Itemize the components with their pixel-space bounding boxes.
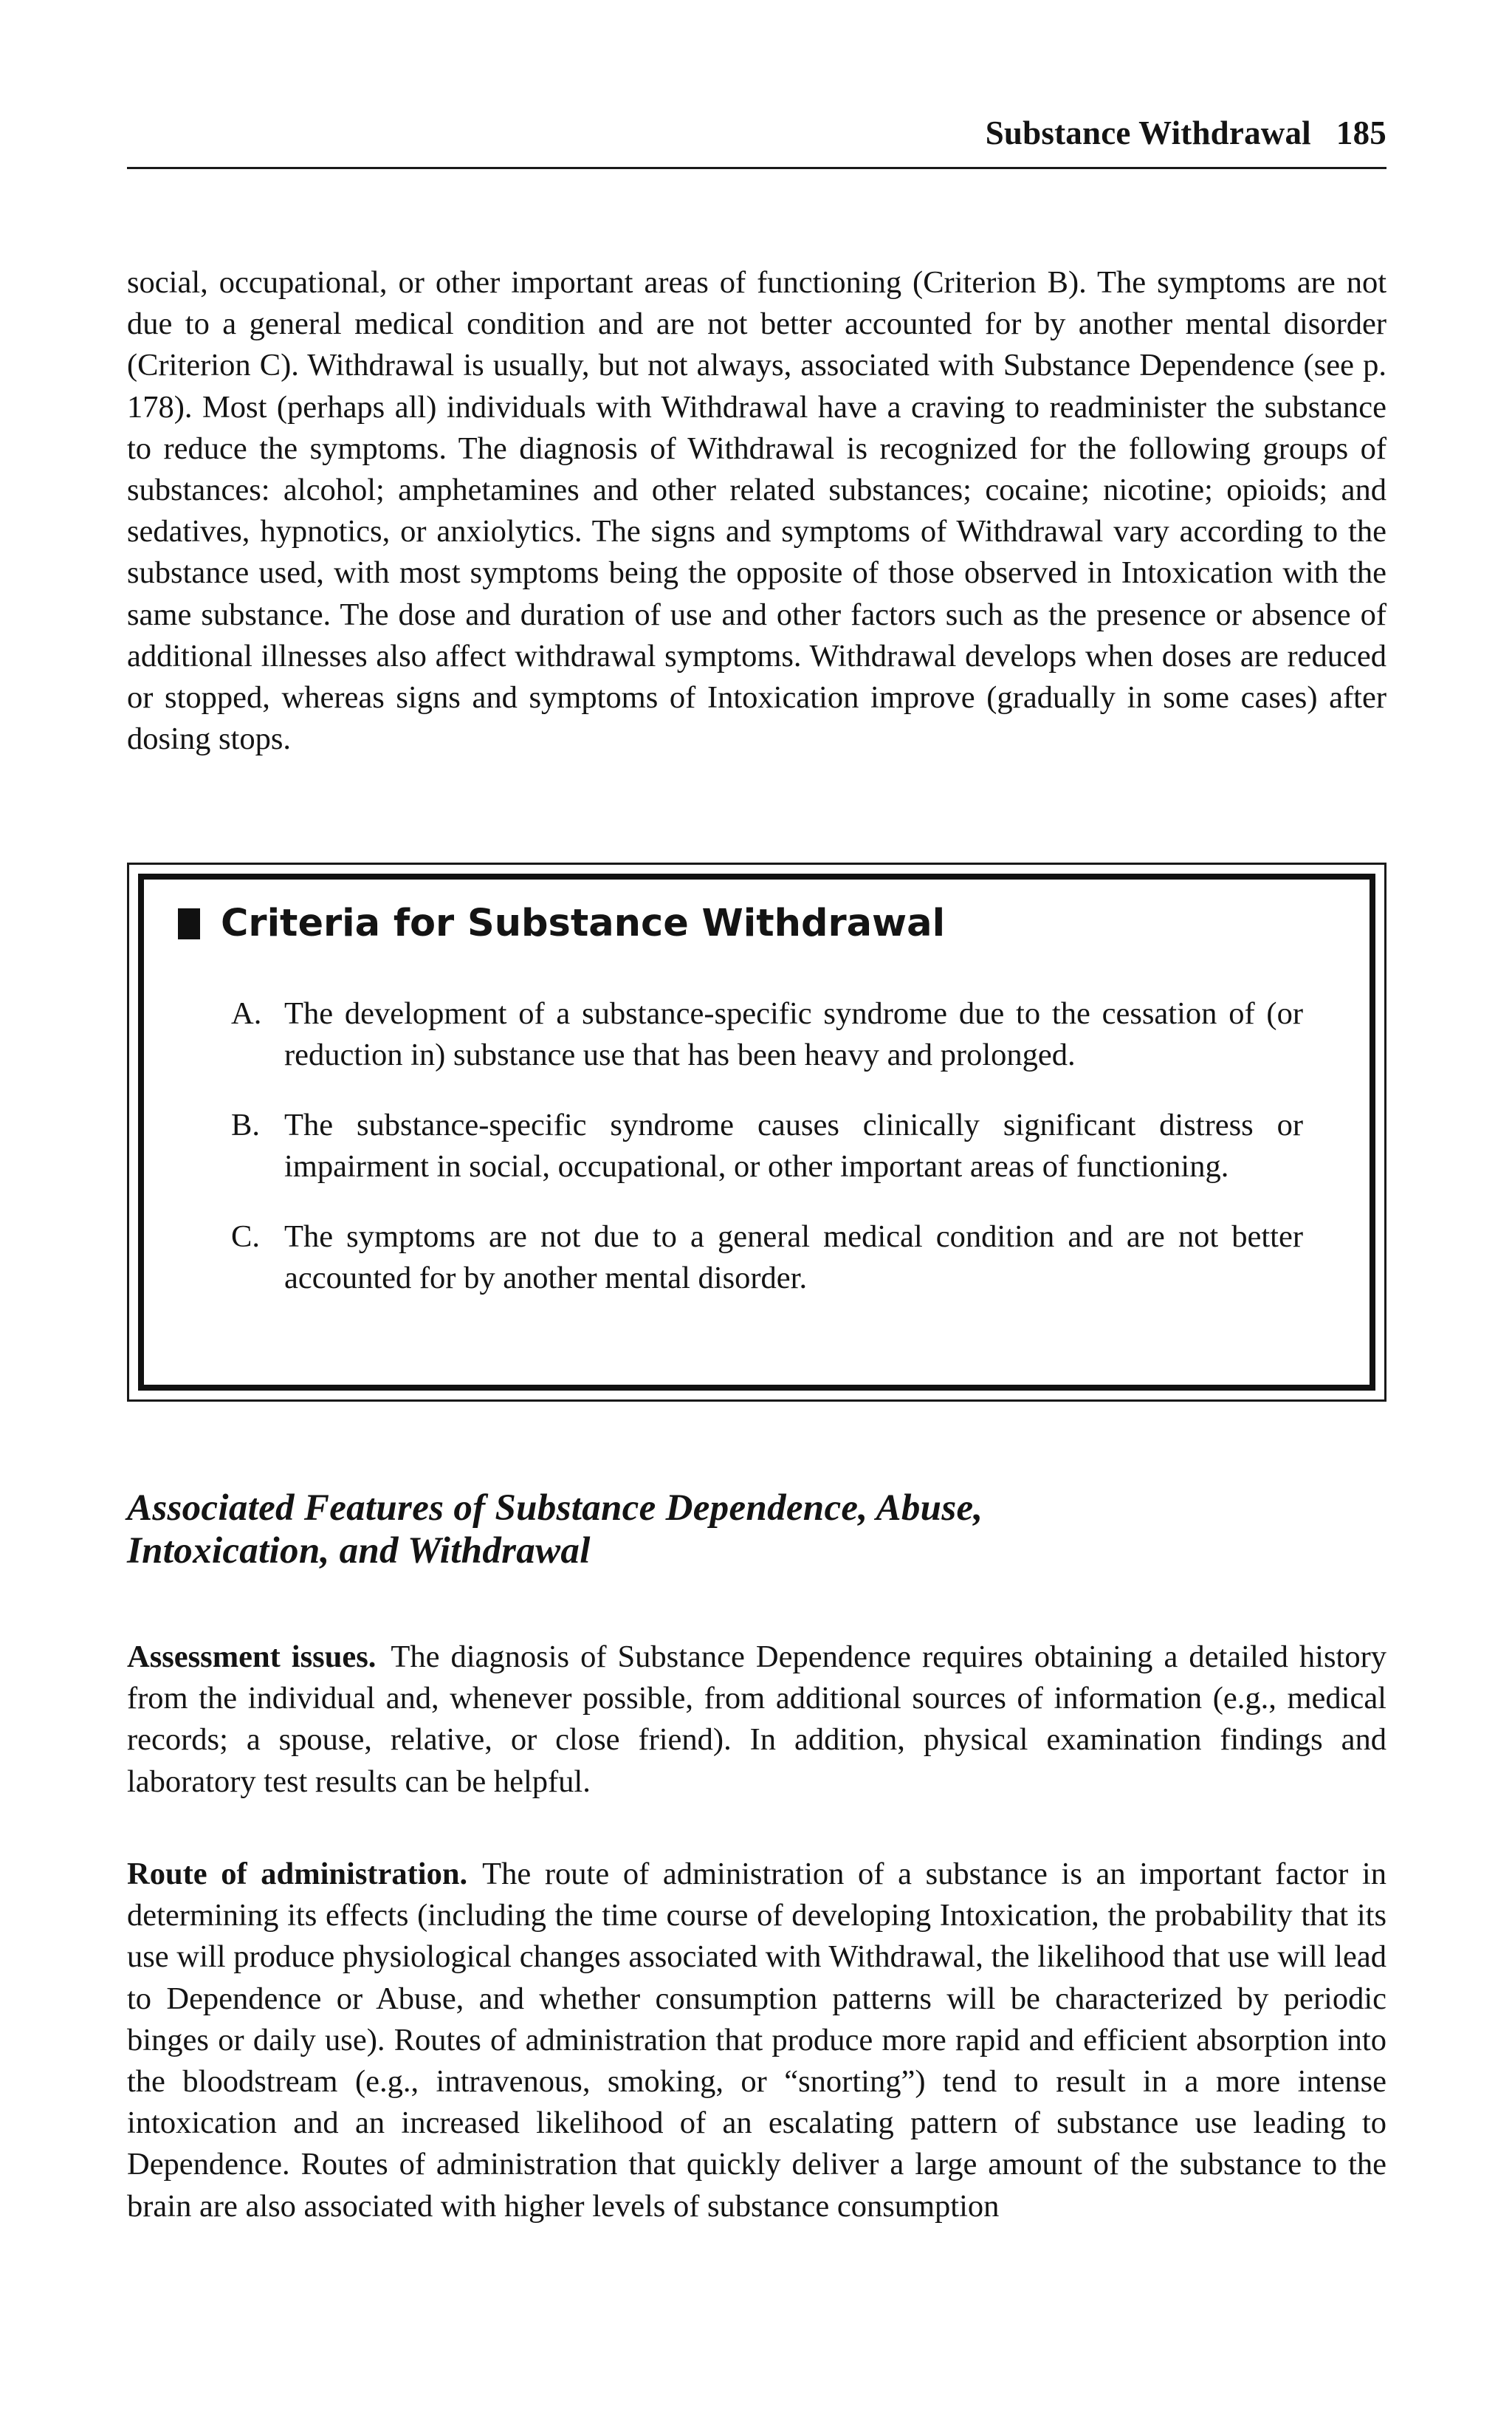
- criterion-letter: B.: [231, 1108, 260, 1142]
- criteria-title: [178, 902, 945, 945]
- criterion-a: [231, 993, 1303, 1076]
- criterion-text: The symptoms are not due to a general medical condition and are not better accounted for by another mental disorder.: [284, 1219, 1303, 1295]
- running-header-title: Substance Withdrawal: [985, 114, 1311, 151]
- criterion-text: The development of a substance-specific syndrome due to the cessation of (or reduction in) substance use that has been heavy and prolonged.: [284, 996, 1303, 1072]
- page-number: 185: [1336, 114, 1386, 151]
- run-in-heading: Assessment issues.: [127, 1639, 377, 1674]
- section-heading-line1: Associated Features of Substance Dependence, Abuse,: [127, 1487, 983, 1529]
- criterion-text: The substance-specific syndrome causes clinically significant distress or impairment in social, occupational, or other important areas of functioning.: [284, 1108, 1303, 1184]
- section-heading-line2: Intoxication, and Withdrawal: [127, 1530, 591, 1572]
- running-header: [127, 109, 1386, 169]
- criteria-list: [231, 993, 1303, 1299]
- criteria-title-text: Criteria for Substance Withdrawal: [221, 902, 946, 945]
- route-of-administration-paragraph: [127, 1854, 1386, 2227]
- running-header-text: [986, 114, 1386, 152]
- criterion-letter: C.: [231, 1219, 260, 1254]
- criterion-letter: A.: [231, 996, 262, 1031]
- criterion-b: [231, 1105, 1303, 1188]
- intro-paragraph: social, occupational, or other important areas of functioning (Criterion B). The symptoms are not due to a general medical condition and are not better accounted for by another mental disorder (Criterion C). Withdrawal is usually, but not always, associated with Substance Dependence (see p. 178). Most (perhaps all) individuals with Withdrawal have a craving to readminister the substance to reduce the symptoms. The diagnosis of Withdrawal is recognized for the following groups of substances: alcohol; amphetamines and other related substances; cocaine; nicotine; opioids; and sedatives, hypnotics, or anxiolytics. The signs and symptoms of Withdrawal vary according to the substance used, with most symptoms being the opposite of those observed in Intoxication with the same substance. The dose and duration of use and other factors such as the presence or absence of additional illnesses also affect withdrawal symptoms. Withdrawal develops when doses are reduced or stopped, whereas signs and symptoms of Intoxication improve (gradually in some cases) after dosing stops.: [127, 265, 1386, 757]
- section-heading: [127, 1487, 1386, 1572]
- run-in-heading: Route of administration.: [127, 1857, 468, 1891]
- paragraph-text: The route of administration of a substance is an important factor in determining its effects (including the time course of developing Intoxication, the probability that its use will produce physiological changes associated with Withdrawal, the likelihood that use will lead to Dependence or Abuse, and whether consumption patterns will be characterized by periodic binges or daily use). Routes of administration that produce more rapid and efficient absorption into the bloodstream (e.g., intravenous, smoking, or “snorting”) tend to result in a more intense intoxication and an increased likelihood of an escalating pattern of substance use leading to Dependence. Routes of administration that quickly deliver a large amount of the substance to the brain are also associated with higher levels of substance consumption: [127, 1857, 1386, 2224]
- criterion-c: [231, 1216, 1303, 1299]
- square-bullet-icon: [178, 908, 200, 939]
- criteria-box: [127, 863, 1386, 1402]
- paragraph-text: The diagnosis of Substance Dependence requires obtaining a detailed history from the individual and, whenever possible, from additional sources of information (e.g., medical records; a spouse, relative, or close friend). In addition, physical examination findings and laboratory test results can be helpful.: [127, 1639, 1386, 1799]
- assessment-issues-paragraph: [127, 1637, 1386, 1803]
